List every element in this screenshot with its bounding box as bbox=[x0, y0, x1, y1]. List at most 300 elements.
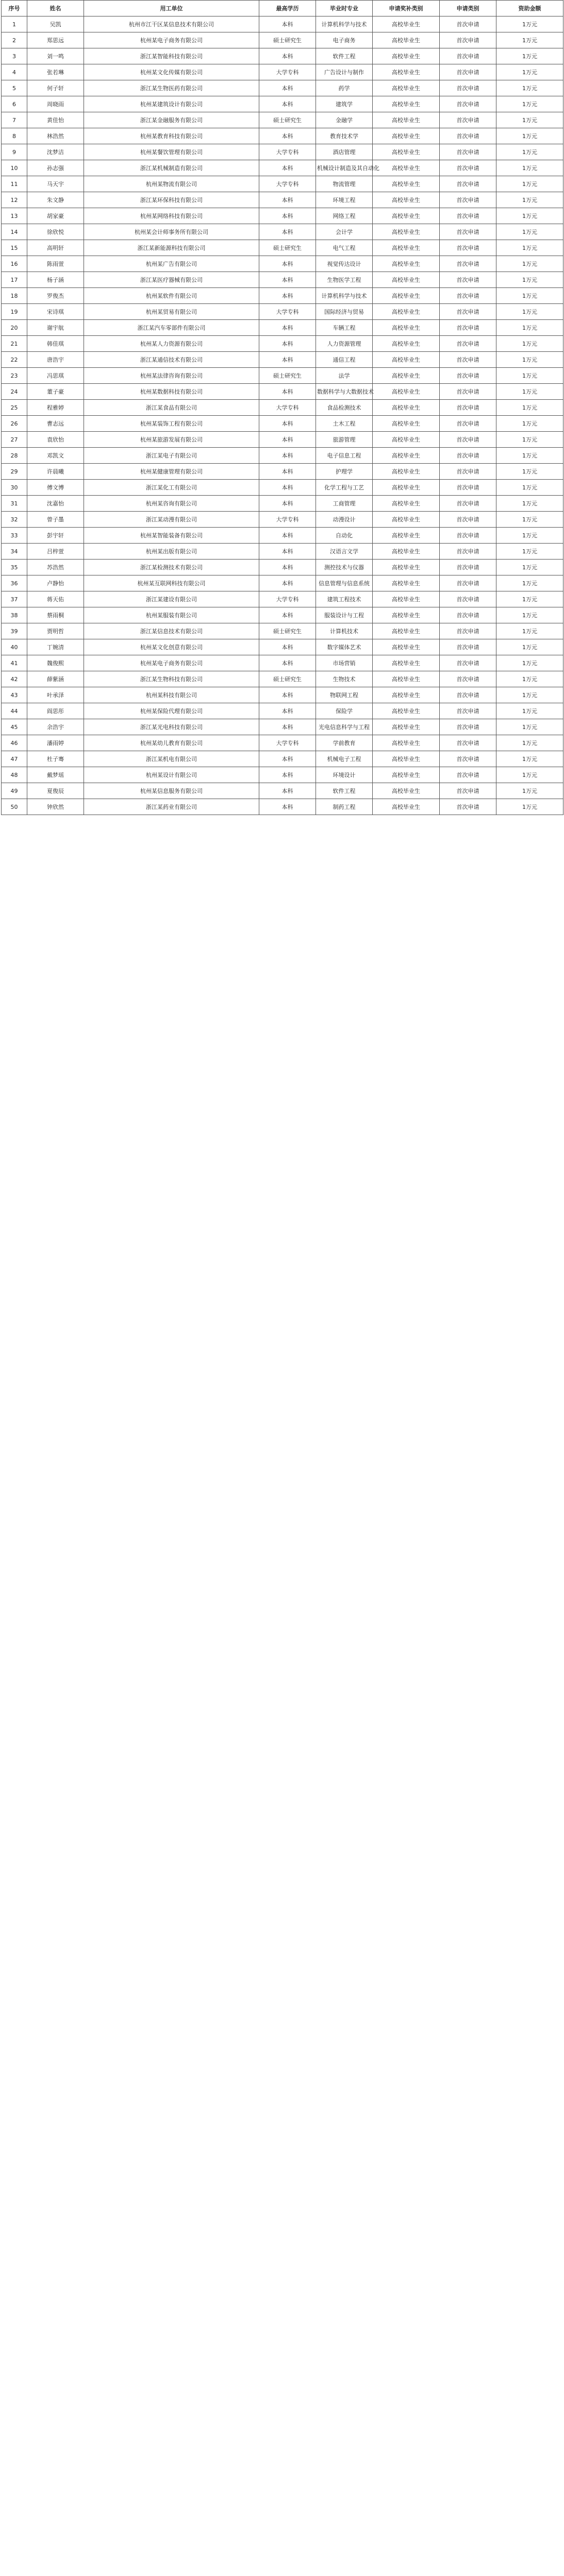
row-index-cell: 38 bbox=[2, 607, 27, 623]
header-cell: 序号 bbox=[2, 1, 27, 16]
table-row bbox=[2, 735, 563, 751]
education-cell: 大学专科 bbox=[259, 144, 316, 160]
table-row bbox=[2, 128, 563, 144]
amount-cell: 1万元 bbox=[496, 416, 563, 432]
amount-cell: 1万元 bbox=[496, 703, 563, 719]
row-index-cell: 20 bbox=[2, 320, 27, 336]
subsidy-category-cell: 高校毕业生 bbox=[373, 528, 440, 544]
row-index-cell: 12 bbox=[2, 192, 27, 208]
person-name-cell: 余浩宇 bbox=[27, 719, 84, 735]
subsidy-category-cell: 高校毕业生 bbox=[373, 544, 440, 560]
subsidy-table bbox=[1, 0, 563, 815]
major-cell: 生物医学工程 bbox=[316, 272, 373, 288]
application-type-cell: 首次申请 bbox=[440, 799, 496, 815]
education-cell: 本科 bbox=[259, 448, 316, 464]
subsidy-category-cell: 高校毕业生 bbox=[373, 112, 440, 128]
subsidy-category-cell: 高校毕业生 bbox=[373, 416, 440, 432]
person-name-cell: 刘一鸣 bbox=[27, 48, 84, 64]
amount-cell: 1万元 bbox=[496, 208, 563, 224]
row-index-cell: 39 bbox=[2, 623, 27, 639]
amount-cell: 1万元 bbox=[496, 655, 563, 671]
person-name-cell: 杨子涵 bbox=[27, 272, 84, 288]
education-cell: 本科 bbox=[259, 192, 316, 208]
table-row bbox=[2, 432, 563, 448]
subsidy-category-cell: 高校毕业生 bbox=[373, 639, 440, 655]
person-name-cell: 卢静怡 bbox=[27, 575, 84, 591]
table-row bbox=[2, 384, 563, 400]
amount-cell: 1万元 bbox=[496, 320, 563, 336]
application-type-cell: 首次申请 bbox=[440, 48, 496, 64]
employer-cell: 杭州某网络科技有限公司 bbox=[84, 208, 259, 224]
amount-cell: 1万元 bbox=[496, 591, 563, 607]
row-index-cell: 26 bbox=[2, 416, 27, 432]
row-index-cell: 18 bbox=[2, 288, 27, 304]
education-cell: 本科 bbox=[259, 528, 316, 544]
employer-cell: 浙江某机械制造有限公司 bbox=[84, 160, 259, 176]
amount-cell: 1万元 bbox=[496, 528, 563, 544]
major-cell: 软件工程 bbox=[316, 783, 373, 799]
subsidy-category-cell: 高校毕业生 bbox=[373, 320, 440, 336]
education-cell: 本科 bbox=[259, 160, 316, 176]
major-cell: 计算机科学与技术 bbox=[316, 16, 373, 32]
employer-cell: 杭州某法律咨询有限公司 bbox=[84, 368, 259, 384]
employer-cell: 杭州某餐饮管理有限公司 bbox=[84, 144, 259, 160]
subsidy-category-cell: 高校毕业生 bbox=[373, 655, 440, 671]
application-type-cell: 首次申请 bbox=[440, 719, 496, 735]
employer-cell: 浙江某生物医药有限公司 bbox=[84, 80, 259, 96]
table-row bbox=[2, 400, 563, 416]
subsidy-category-cell: 高校毕业生 bbox=[373, 208, 440, 224]
row-index-cell: 28 bbox=[2, 448, 27, 464]
table-row bbox=[2, 623, 563, 639]
person-name-cell: 程雅婷 bbox=[27, 400, 84, 416]
education-cell: 本科 bbox=[259, 80, 316, 96]
subsidy-category-cell: 高校毕业生 bbox=[373, 591, 440, 607]
employer-cell: 浙江某汽车零部件有限公司 bbox=[84, 320, 259, 336]
row-index-cell: 40 bbox=[2, 639, 27, 655]
subsidy-category-cell: 高校毕业生 bbox=[373, 256, 440, 272]
amount-cell: 1万元 bbox=[496, 575, 563, 591]
major-cell: 广告设计与制作 bbox=[316, 64, 373, 80]
education-cell: 本科 bbox=[259, 336, 316, 352]
application-type-cell: 首次申请 bbox=[440, 288, 496, 304]
person-name-cell: 胡家豪 bbox=[27, 208, 84, 224]
amount-cell: 1万元 bbox=[496, 464, 563, 480]
table-row bbox=[2, 607, 563, 623]
table-row bbox=[2, 208, 563, 224]
row-index-cell: 30 bbox=[2, 480, 27, 496]
subsidy-category-cell: 高校毕业生 bbox=[373, 96, 440, 112]
row-index-cell: 8 bbox=[2, 128, 27, 144]
education-cell: 本科 bbox=[259, 128, 316, 144]
major-cell: 国际经济与贸易 bbox=[316, 304, 373, 320]
education-cell: 大学专科 bbox=[259, 400, 316, 416]
person-name-cell: 魏俊熙 bbox=[27, 655, 84, 671]
employer-cell: 杭州某贸易有限公司 bbox=[84, 304, 259, 320]
application-type-cell: 首次申请 bbox=[440, 575, 496, 591]
header-cell: 用工单位 bbox=[84, 1, 259, 16]
education-cell: 本科 bbox=[259, 16, 316, 32]
row-index-cell: 16 bbox=[2, 256, 27, 272]
person-name-cell: 夏俊辰 bbox=[27, 783, 84, 799]
table-row bbox=[2, 272, 563, 288]
education-cell: 本科 bbox=[259, 272, 316, 288]
application-type-cell: 首次申请 bbox=[440, 448, 496, 464]
major-cell: 护理学 bbox=[316, 464, 373, 480]
amount-cell: 1万元 bbox=[496, 224, 563, 240]
amount-cell: 1万元 bbox=[496, 799, 563, 815]
major-cell: 物联网工程 bbox=[316, 687, 373, 703]
subsidy-category-cell: 高校毕业生 bbox=[373, 176, 440, 192]
application-type-cell: 首次申请 bbox=[440, 639, 496, 655]
subsidy-category-cell: 高校毕业生 bbox=[373, 272, 440, 288]
table-row bbox=[2, 767, 563, 783]
education-cell: 硕士研究生 bbox=[259, 623, 316, 639]
employer-cell: 杭州某咨询有限公司 bbox=[84, 496, 259, 512]
major-cell: 电子信息工程 bbox=[316, 448, 373, 464]
application-type-cell: 首次申请 bbox=[440, 783, 496, 799]
application-type-cell: 首次申请 bbox=[440, 512, 496, 528]
major-cell: 环境工程 bbox=[316, 192, 373, 208]
table-row bbox=[2, 368, 563, 384]
amount-cell: 1万元 bbox=[496, 400, 563, 416]
row-index-cell: 13 bbox=[2, 208, 27, 224]
person-name-cell: 林浩然 bbox=[27, 128, 84, 144]
application-type-cell: 首次申请 bbox=[440, 304, 496, 320]
table-row bbox=[2, 48, 563, 64]
application-type-cell: 首次申请 bbox=[440, 272, 496, 288]
table-row bbox=[2, 528, 563, 544]
table-row bbox=[2, 336, 563, 352]
major-cell: 法学 bbox=[316, 368, 373, 384]
person-name-cell: 罗俊杰 bbox=[27, 288, 84, 304]
row-index-cell: 15 bbox=[2, 240, 27, 256]
education-cell: 本科 bbox=[259, 208, 316, 224]
application-type-cell: 首次申请 bbox=[440, 480, 496, 496]
employer-cell: 杭州某保险代理有限公司 bbox=[84, 703, 259, 719]
education-cell: 本科 bbox=[259, 751, 316, 767]
education-cell: 本科 bbox=[259, 639, 316, 655]
application-type-cell: 首次申请 bbox=[440, 400, 496, 416]
education-cell: 大学专科 bbox=[259, 512, 316, 528]
education-cell: 本科 bbox=[259, 703, 316, 719]
row-index-cell: 27 bbox=[2, 432, 27, 448]
education-cell: 本科 bbox=[259, 783, 316, 799]
major-cell: 动漫设计 bbox=[316, 512, 373, 528]
application-type-cell: 首次申请 bbox=[440, 352, 496, 368]
row-index-cell: 34 bbox=[2, 544, 27, 560]
amount-cell: 1万元 bbox=[496, 96, 563, 112]
person-name-cell: 冯思琪 bbox=[27, 368, 84, 384]
major-cell: 保险学 bbox=[316, 703, 373, 719]
table-row bbox=[2, 176, 563, 192]
major-cell: 通信工程 bbox=[316, 352, 373, 368]
row-index-cell: 36 bbox=[2, 575, 27, 591]
subsidy-category-cell: 高校毕业生 bbox=[373, 80, 440, 96]
application-type-cell: 首次申请 bbox=[440, 192, 496, 208]
employer-cell: 杭州某物流有限公司 bbox=[84, 176, 259, 192]
employer-cell: 杭州某教育科技有限公司 bbox=[84, 128, 259, 144]
application-type-cell: 首次申请 bbox=[440, 208, 496, 224]
education-cell: 本科 bbox=[259, 288, 316, 304]
table-row bbox=[2, 639, 563, 655]
row-index-cell: 35 bbox=[2, 560, 27, 575]
education-cell: 大学专科 bbox=[259, 591, 316, 607]
amount-cell: 1万元 bbox=[496, 272, 563, 288]
employer-cell: 浙江某食品有限公司 bbox=[84, 400, 259, 416]
subsidy-category-cell: 高校毕业生 bbox=[373, 192, 440, 208]
table-row bbox=[2, 160, 563, 176]
employer-cell: 浙江某环保科技有限公司 bbox=[84, 192, 259, 208]
person-name-cell: 谢宇航 bbox=[27, 320, 84, 336]
employer-cell: 浙江某检测技术有限公司 bbox=[84, 560, 259, 575]
education-cell: 本科 bbox=[259, 96, 316, 112]
table-row bbox=[2, 591, 563, 607]
table-body bbox=[2, 16, 563, 815]
major-cell: 机械电子工程 bbox=[316, 751, 373, 767]
major-cell: 酒店管理 bbox=[316, 144, 373, 160]
employer-cell: 浙江某光电科技有限公司 bbox=[84, 719, 259, 735]
person-name-cell: 薛紫涵 bbox=[27, 671, 84, 687]
education-cell: 本科 bbox=[259, 544, 316, 560]
subsidy-category-cell: 高校毕业生 bbox=[373, 687, 440, 703]
person-name-cell: 丁婉清 bbox=[27, 639, 84, 655]
major-cell: 化学工程与工艺 bbox=[316, 480, 373, 496]
row-index-cell: 45 bbox=[2, 719, 27, 735]
table-row bbox=[2, 192, 563, 208]
subsidy-category-cell: 高校毕业生 bbox=[373, 719, 440, 735]
major-cell: 机械设计制造及其自动化 bbox=[316, 160, 373, 176]
person-name-cell: 蒋天佑 bbox=[27, 591, 84, 607]
major-cell: 教育技术学 bbox=[316, 128, 373, 144]
row-index-cell: 21 bbox=[2, 336, 27, 352]
table-row bbox=[2, 144, 563, 160]
subsidy-category-cell: 高校毕业生 bbox=[373, 607, 440, 623]
amount-cell: 1万元 bbox=[496, 112, 563, 128]
major-cell: 会计学 bbox=[316, 224, 373, 240]
amount-cell: 1万元 bbox=[496, 192, 563, 208]
person-name-cell: 唐浩宇 bbox=[27, 352, 84, 368]
major-cell: 光电信息科学与工程 bbox=[316, 719, 373, 735]
table-row bbox=[2, 655, 563, 671]
education-cell: 本科 bbox=[259, 256, 316, 272]
person-name-cell: 曹志远 bbox=[27, 416, 84, 432]
education-cell: 本科 bbox=[259, 687, 316, 703]
application-type-cell: 首次申请 bbox=[440, 32, 496, 48]
header-row bbox=[2, 1, 563, 16]
major-cell: 视觉传达设计 bbox=[316, 256, 373, 272]
major-cell: 环境设计 bbox=[316, 767, 373, 783]
major-cell: 工商管理 bbox=[316, 496, 373, 512]
employer-cell: 杭州某互联网科技有限公司 bbox=[84, 575, 259, 591]
amount-cell: 1万元 bbox=[496, 384, 563, 400]
subsidy-category-cell: 高校毕业生 bbox=[373, 783, 440, 799]
person-name-cell: 蔡雨桐 bbox=[27, 607, 84, 623]
table-row bbox=[2, 544, 563, 560]
employer-cell: 杭州某电子商务有限公司 bbox=[84, 655, 259, 671]
amount-cell: 1万元 bbox=[496, 480, 563, 496]
employer-cell: 杭州市江干区某信息技术有限公司 bbox=[84, 16, 259, 32]
employer-cell: 浙江某动漫有限公司 bbox=[84, 512, 259, 528]
major-cell: 数字媒体艺术 bbox=[316, 639, 373, 655]
amount-cell: 1万元 bbox=[496, 719, 563, 735]
amount-cell: 1万元 bbox=[496, 623, 563, 639]
major-cell: 汉语言文学 bbox=[316, 544, 373, 560]
major-cell: 建筑工程技术 bbox=[316, 591, 373, 607]
application-type-cell: 首次申请 bbox=[440, 416, 496, 432]
amount-cell: 1万元 bbox=[496, 751, 563, 767]
amount-cell: 1万元 bbox=[496, 288, 563, 304]
header-cell: 申请类别 bbox=[440, 1, 496, 16]
major-cell: 土木工程 bbox=[316, 416, 373, 432]
row-index-cell: 33 bbox=[2, 528, 27, 544]
table-row bbox=[2, 560, 563, 575]
table-row bbox=[2, 719, 563, 735]
amount-cell: 1万元 bbox=[496, 639, 563, 655]
subsidy-category-cell: 高校毕业生 bbox=[373, 384, 440, 400]
person-name-cell: 沈梦洁 bbox=[27, 144, 84, 160]
row-index-cell: 44 bbox=[2, 703, 27, 719]
header-cell: 资助金额 bbox=[496, 1, 563, 16]
application-type-cell: 首次申请 bbox=[440, 112, 496, 128]
subsidy-category-cell: 高校毕业生 bbox=[373, 767, 440, 783]
education-cell: 本科 bbox=[259, 320, 316, 336]
table-row bbox=[2, 687, 563, 703]
row-index-cell: 43 bbox=[2, 687, 27, 703]
education-cell: 硕士研究生 bbox=[259, 32, 316, 48]
row-index-cell: 37 bbox=[2, 591, 27, 607]
employer-cell: 杭州某装饰工程有限公司 bbox=[84, 416, 259, 432]
header-cell: 申请奖补类别 bbox=[373, 1, 440, 16]
row-index-cell: 32 bbox=[2, 512, 27, 528]
table-row bbox=[2, 224, 563, 240]
application-type-cell: 首次申请 bbox=[440, 384, 496, 400]
person-name-cell: 朱文静 bbox=[27, 192, 84, 208]
application-type-cell: 首次申请 bbox=[440, 160, 496, 176]
employer-cell: 杭州某人力资源有限公司 bbox=[84, 336, 259, 352]
application-type-cell: 首次申请 bbox=[440, 128, 496, 144]
employer-cell: 杭州某数据科技有限公司 bbox=[84, 384, 259, 400]
table-row bbox=[2, 288, 563, 304]
row-index-cell: 17 bbox=[2, 272, 27, 288]
table-row bbox=[2, 496, 563, 512]
table-row bbox=[2, 304, 563, 320]
row-index-cell: 23 bbox=[2, 368, 27, 384]
amount-cell: 1万元 bbox=[496, 352, 563, 368]
education-cell: 硕士研究生 bbox=[259, 240, 316, 256]
person-name-cell: 黄佳怡 bbox=[27, 112, 84, 128]
amount-cell: 1万元 bbox=[496, 240, 563, 256]
subsidy-category-cell: 高校毕业生 bbox=[373, 400, 440, 416]
education-cell: 本科 bbox=[259, 655, 316, 671]
employer-cell: 杭州某建筑设计有限公司 bbox=[84, 96, 259, 112]
subsidy-category-cell: 高校毕业生 bbox=[373, 352, 440, 368]
application-type-cell: 首次申请 bbox=[440, 256, 496, 272]
employer-cell: 浙江某新能源科技有限公司 bbox=[84, 240, 259, 256]
subsidy-category-cell: 高校毕业生 bbox=[373, 304, 440, 320]
row-index-cell: 24 bbox=[2, 384, 27, 400]
employer-cell: 杭州某广告有限公司 bbox=[84, 256, 259, 272]
application-type-cell: 首次申请 bbox=[440, 144, 496, 160]
education-cell: 本科 bbox=[259, 464, 316, 480]
person-name-cell: 叶承泽 bbox=[27, 687, 84, 703]
education-cell: 本科 bbox=[259, 767, 316, 783]
major-cell: 信息管理与信息系统 bbox=[316, 575, 373, 591]
major-cell: 车辆工程 bbox=[316, 320, 373, 336]
table-row bbox=[2, 512, 563, 528]
employer-cell: 浙江某金融服务有限公司 bbox=[84, 112, 259, 128]
education-cell: 大学专科 bbox=[259, 176, 316, 192]
amount-cell: 1万元 bbox=[496, 687, 563, 703]
row-index-cell: 22 bbox=[2, 352, 27, 368]
table-row bbox=[2, 320, 563, 336]
education-cell: 本科 bbox=[259, 352, 316, 368]
application-type-cell: 首次申请 bbox=[440, 735, 496, 751]
employer-cell: 浙江某信息技术有限公司 bbox=[84, 623, 259, 639]
major-cell: 自动化 bbox=[316, 528, 373, 544]
education-cell: 本科 bbox=[259, 480, 316, 496]
row-index-cell: 6 bbox=[2, 96, 27, 112]
amount-cell: 1万元 bbox=[496, 671, 563, 687]
amount-cell: 1万元 bbox=[496, 256, 563, 272]
subsidy-category-cell: 高校毕业生 bbox=[373, 336, 440, 352]
table-row bbox=[2, 703, 563, 719]
employer-cell: 浙江某生物科技有限公司 bbox=[84, 671, 259, 687]
person-name-cell: 徐欣悦 bbox=[27, 224, 84, 240]
subsidy-category-cell: 高校毕业生 bbox=[373, 703, 440, 719]
application-type-cell: 首次申请 bbox=[440, 464, 496, 480]
person-name-cell: 曾子墨 bbox=[27, 512, 84, 528]
employer-cell: 浙江某医疗器械有限公司 bbox=[84, 272, 259, 288]
application-type-cell: 首次申请 bbox=[440, 751, 496, 767]
employer-cell: 杭州某服装有限公司 bbox=[84, 607, 259, 623]
subsidy-category-cell: 高校毕业生 bbox=[373, 16, 440, 32]
person-name-cell: 张若琳 bbox=[27, 64, 84, 80]
document-sheet bbox=[0, 0, 564, 815]
major-cell: 建筑学 bbox=[316, 96, 373, 112]
table-row bbox=[2, 240, 563, 256]
amount-cell: 1万元 bbox=[496, 448, 563, 464]
table-row bbox=[2, 416, 563, 432]
subsidy-category-cell: 高校毕业生 bbox=[373, 432, 440, 448]
table-row bbox=[2, 80, 563, 96]
row-index-cell: 48 bbox=[2, 767, 27, 783]
amount-cell: 1万元 bbox=[496, 512, 563, 528]
application-type-cell: 首次申请 bbox=[440, 496, 496, 512]
row-index-cell: 7 bbox=[2, 112, 27, 128]
subsidy-category-cell: 高校毕业生 bbox=[373, 512, 440, 528]
education-cell: 本科 bbox=[259, 224, 316, 240]
row-index-cell: 4 bbox=[2, 64, 27, 80]
subsidy-category-cell: 高校毕业生 bbox=[373, 368, 440, 384]
subsidy-category-cell: 高校毕业生 bbox=[373, 160, 440, 176]
subsidy-category-cell: 高校毕业生 bbox=[373, 288, 440, 304]
person-name-cell: 邓凯文 bbox=[27, 448, 84, 464]
row-index-cell: 19 bbox=[2, 304, 27, 320]
employer-cell: 浙江某药业有限公司 bbox=[84, 799, 259, 815]
education-cell: 本科 bbox=[259, 560, 316, 575]
major-cell: 食品检测技术 bbox=[316, 400, 373, 416]
person-name-cell: 陈雨萱 bbox=[27, 256, 84, 272]
row-index-cell: 31 bbox=[2, 496, 27, 512]
application-type-cell: 首次申请 bbox=[440, 96, 496, 112]
education-cell: 大学专科 bbox=[259, 735, 316, 751]
table-row bbox=[2, 64, 563, 80]
education-cell: 本科 bbox=[259, 799, 316, 815]
amount-cell: 1万元 bbox=[496, 176, 563, 192]
person-name-cell: 吕梓萱 bbox=[27, 544, 84, 560]
major-cell: 制药工程 bbox=[316, 799, 373, 815]
